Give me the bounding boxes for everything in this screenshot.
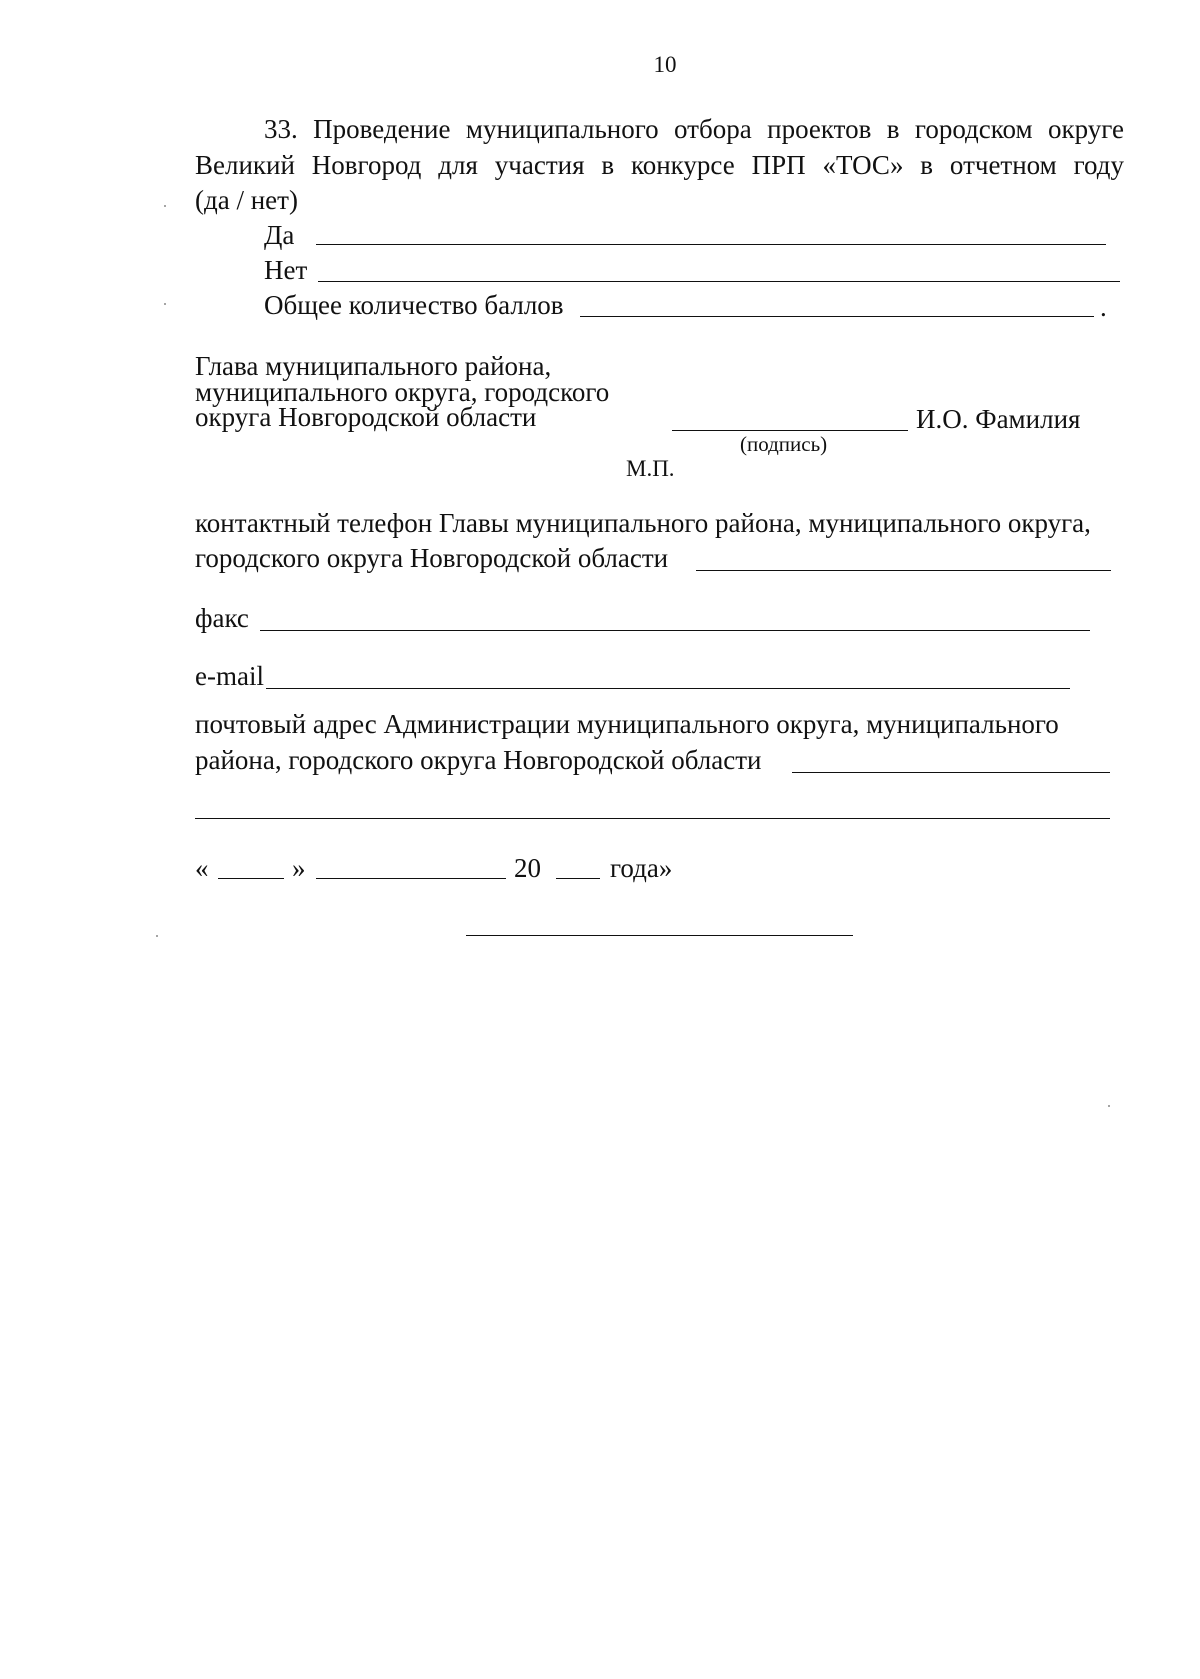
head-title-line-3: округа Новгородской области bbox=[195, 402, 537, 432]
date-open-quote: « bbox=[195, 853, 209, 883]
signature-line[interactable] bbox=[672, 430, 908, 431]
date-close-quote: » bbox=[292, 853, 306, 883]
fax-field-line[interactable] bbox=[260, 630, 1090, 631]
total-points-label: Общее количество баллов bbox=[264, 290, 564, 320]
date-day-field-line[interactable] bbox=[218, 878, 284, 879]
scan-speck bbox=[1108, 1105, 1110, 1107]
yes-label: Да bbox=[264, 220, 295, 250]
phone-line-1: контактный телефон Главы муниципального района, муниципального округа, bbox=[195, 508, 1091, 538]
fax-label: факс bbox=[195, 603, 249, 633]
stamp-place: М.П. bbox=[626, 456, 675, 481]
date-month-field-line[interactable] bbox=[316, 878, 506, 879]
no-label: Нет bbox=[264, 255, 308, 285]
address-field-line-2[interactable] bbox=[195, 818, 1110, 819]
date-suffix: года» bbox=[610, 853, 673, 883]
item-33-line-2: Великий Новгород для участия в конкурсе ПРП «ТОС» в отчетном году bbox=[195, 150, 1124, 180]
no-field-line[interactable] bbox=[318, 281, 1120, 282]
address-line-1: почтовый адрес Администрации муниципального округа, муниципального bbox=[195, 709, 1059, 739]
date-year-prefix: 20 bbox=[514, 853, 541, 883]
yes-field-line[interactable] bbox=[316, 244, 1106, 245]
email-field-line[interactable] bbox=[266, 688, 1070, 689]
closing-separator bbox=[466, 935, 853, 936]
phone-line-2: городского округа Новгородской области bbox=[195, 543, 669, 573]
total-points-end: . bbox=[1100, 292, 1107, 322]
address-line-2: района, городского округа Новгородской области bbox=[195, 745, 762, 775]
scan-speck bbox=[156, 935, 158, 937]
total-points-field-line[interactable] bbox=[580, 316, 1094, 317]
date-year-field-line[interactable] bbox=[556, 878, 600, 879]
scan-speck bbox=[164, 303, 166, 305]
page-number: 10 bbox=[653, 52, 677, 77]
scan-speck bbox=[164, 205, 166, 207]
item-33-line-1: 33. Проведение муниципального отбора проектов в городском округе bbox=[264, 114, 1124, 144]
email-label: e-mail bbox=[195, 661, 264, 691]
head-title-line-2: муниципального округа, городского bbox=[195, 377, 610, 407]
signature-caption: (подпись) bbox=[740, 432, 828, 456]
head-name: И.О. Фамилия bbox=[916, 404, 1081, 434]
address-field-line-1[interactable] bbox=[792, 772, 1110, 773]
head-title-line-1: Глава муниципального района, bbox=[195, 351, 552, 381]
item-33-line-3: (да / нет) bbox=[195, 185, 298, 215]
phone-field-line[interactable] bbox=[696, 570, 1111, 571]
